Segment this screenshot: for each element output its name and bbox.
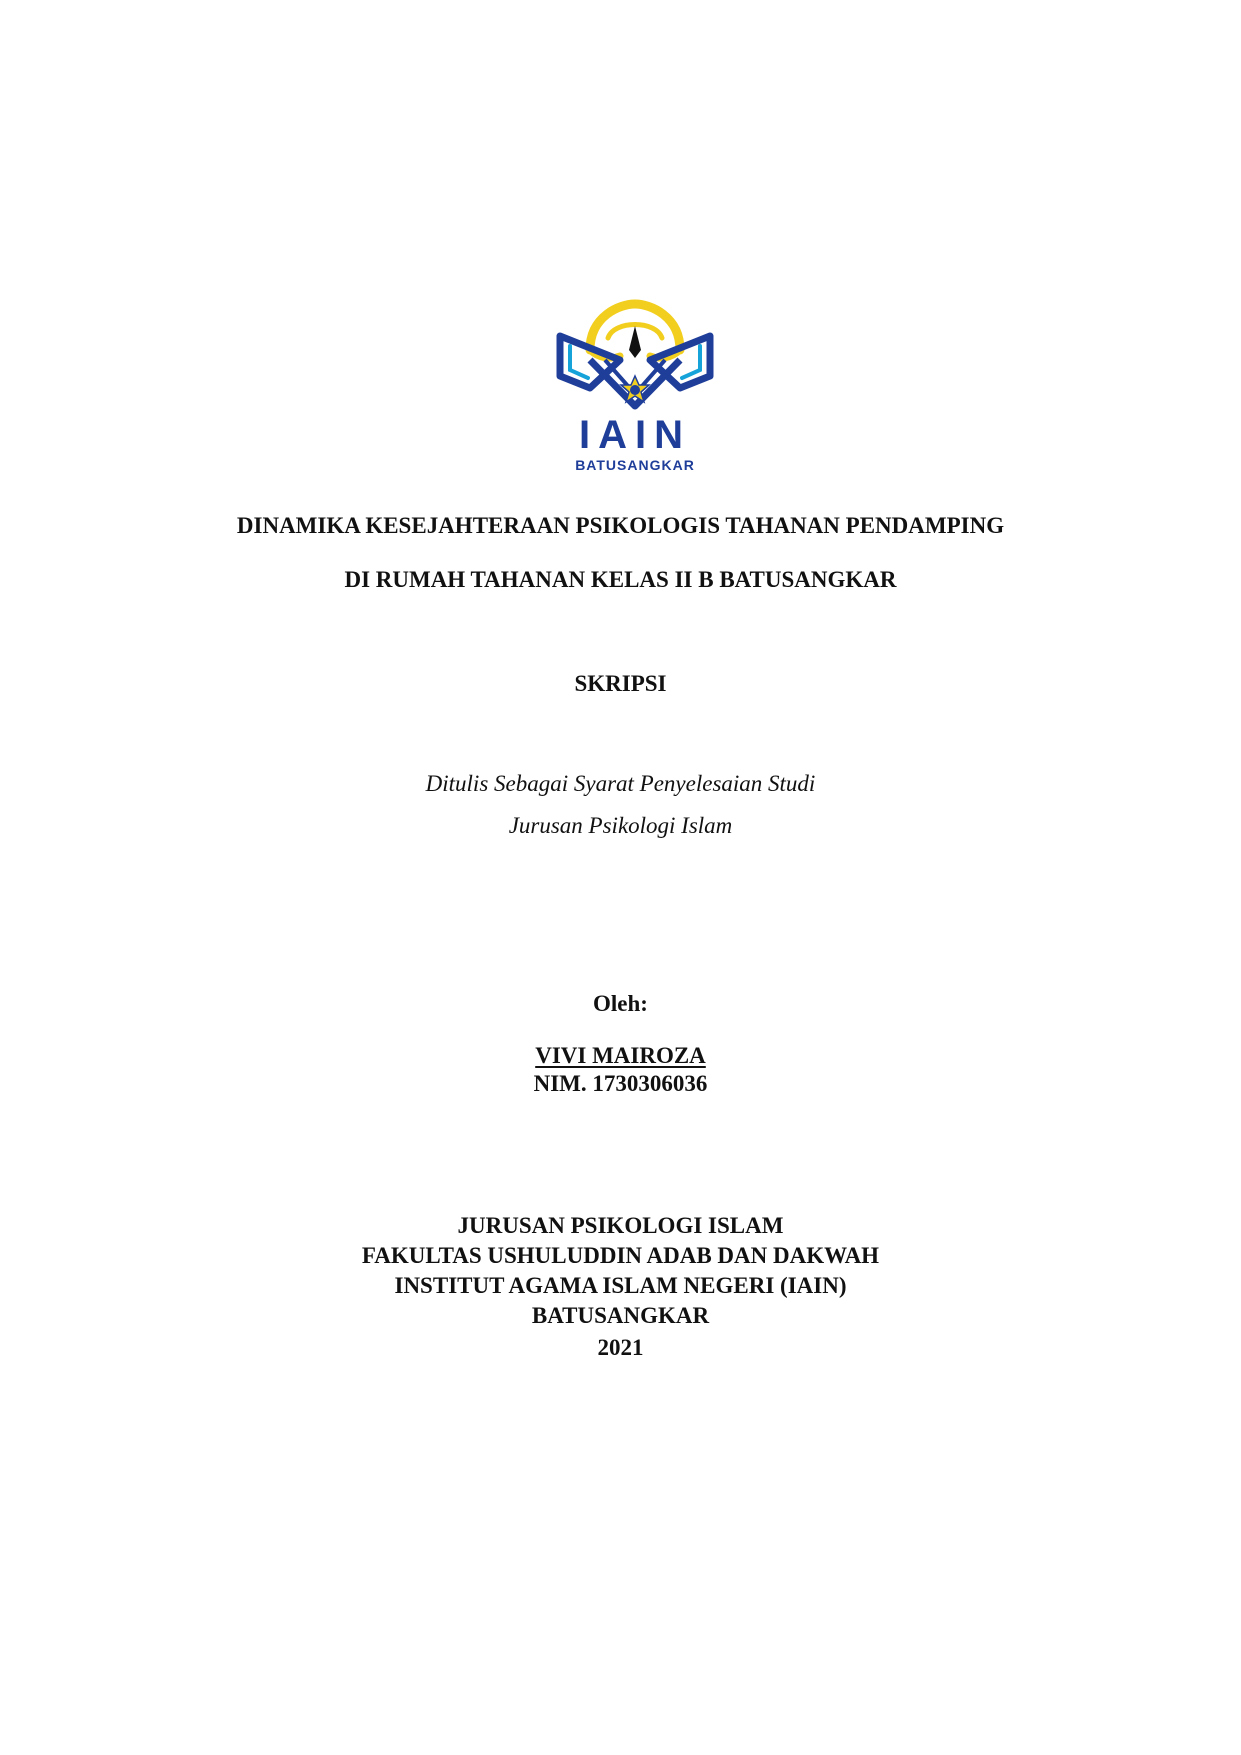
- document-type: SKRIPSI: [574, 671, 667, 696]
- department-name: JURUSAN PSIKOLOGI ISLAM: [457, 1213, 784, 1238]
- purpose-line-1: Ditulis Sebagai Syarat Penyelesaian Studi: [425, 771, 816, 796]
- city-name: BATUSANGKAR: [531, 1303, 710, 1328]
- institute-name: INSTITUT AGAMA ISLAM NEGERI (IAIN): [394, 1273, 847, 1298]
- iain-batusangkar-logo-icon: [550, 298, 720, 484]
- svg-text:BATUSANGKAR: BATUSANGKAR: [575, 457, 695, 473]
- faculty-name: FAKULTAS USHULUDDIN ADAB DAN DAKWAH: [361, 1243, 880, 1268]
- purpose-line-2: Jurusan Psikologi Islam: [508, 813, 733, 838]
- svg-text:IAIN: IAIN: [579, 413, 691, 457]
- thesis-title-line-1: DINAMIKA KESEJAHTERAAN PSIKOLOGIS TAHANAN PENDAMPING: [236, 513, 1005, 538]
- author-name-row: [0, 1042, 1241, 1070]
- author-label: Oleh:: [593, 991, 648, 1016]
- publication-year: 2021: [597, 1335, 644, 1360]
- author-name: VIVI MAIROZA: [535, 1043, 706, 1068]
- student-id: NIM. 1730306036: [533, 1071, 708, 1096]
- thesis-title-line-2: DI RUMAH TAHANAN KELAS II B BATUSANGKAR: [344, 567, 897, 592]
